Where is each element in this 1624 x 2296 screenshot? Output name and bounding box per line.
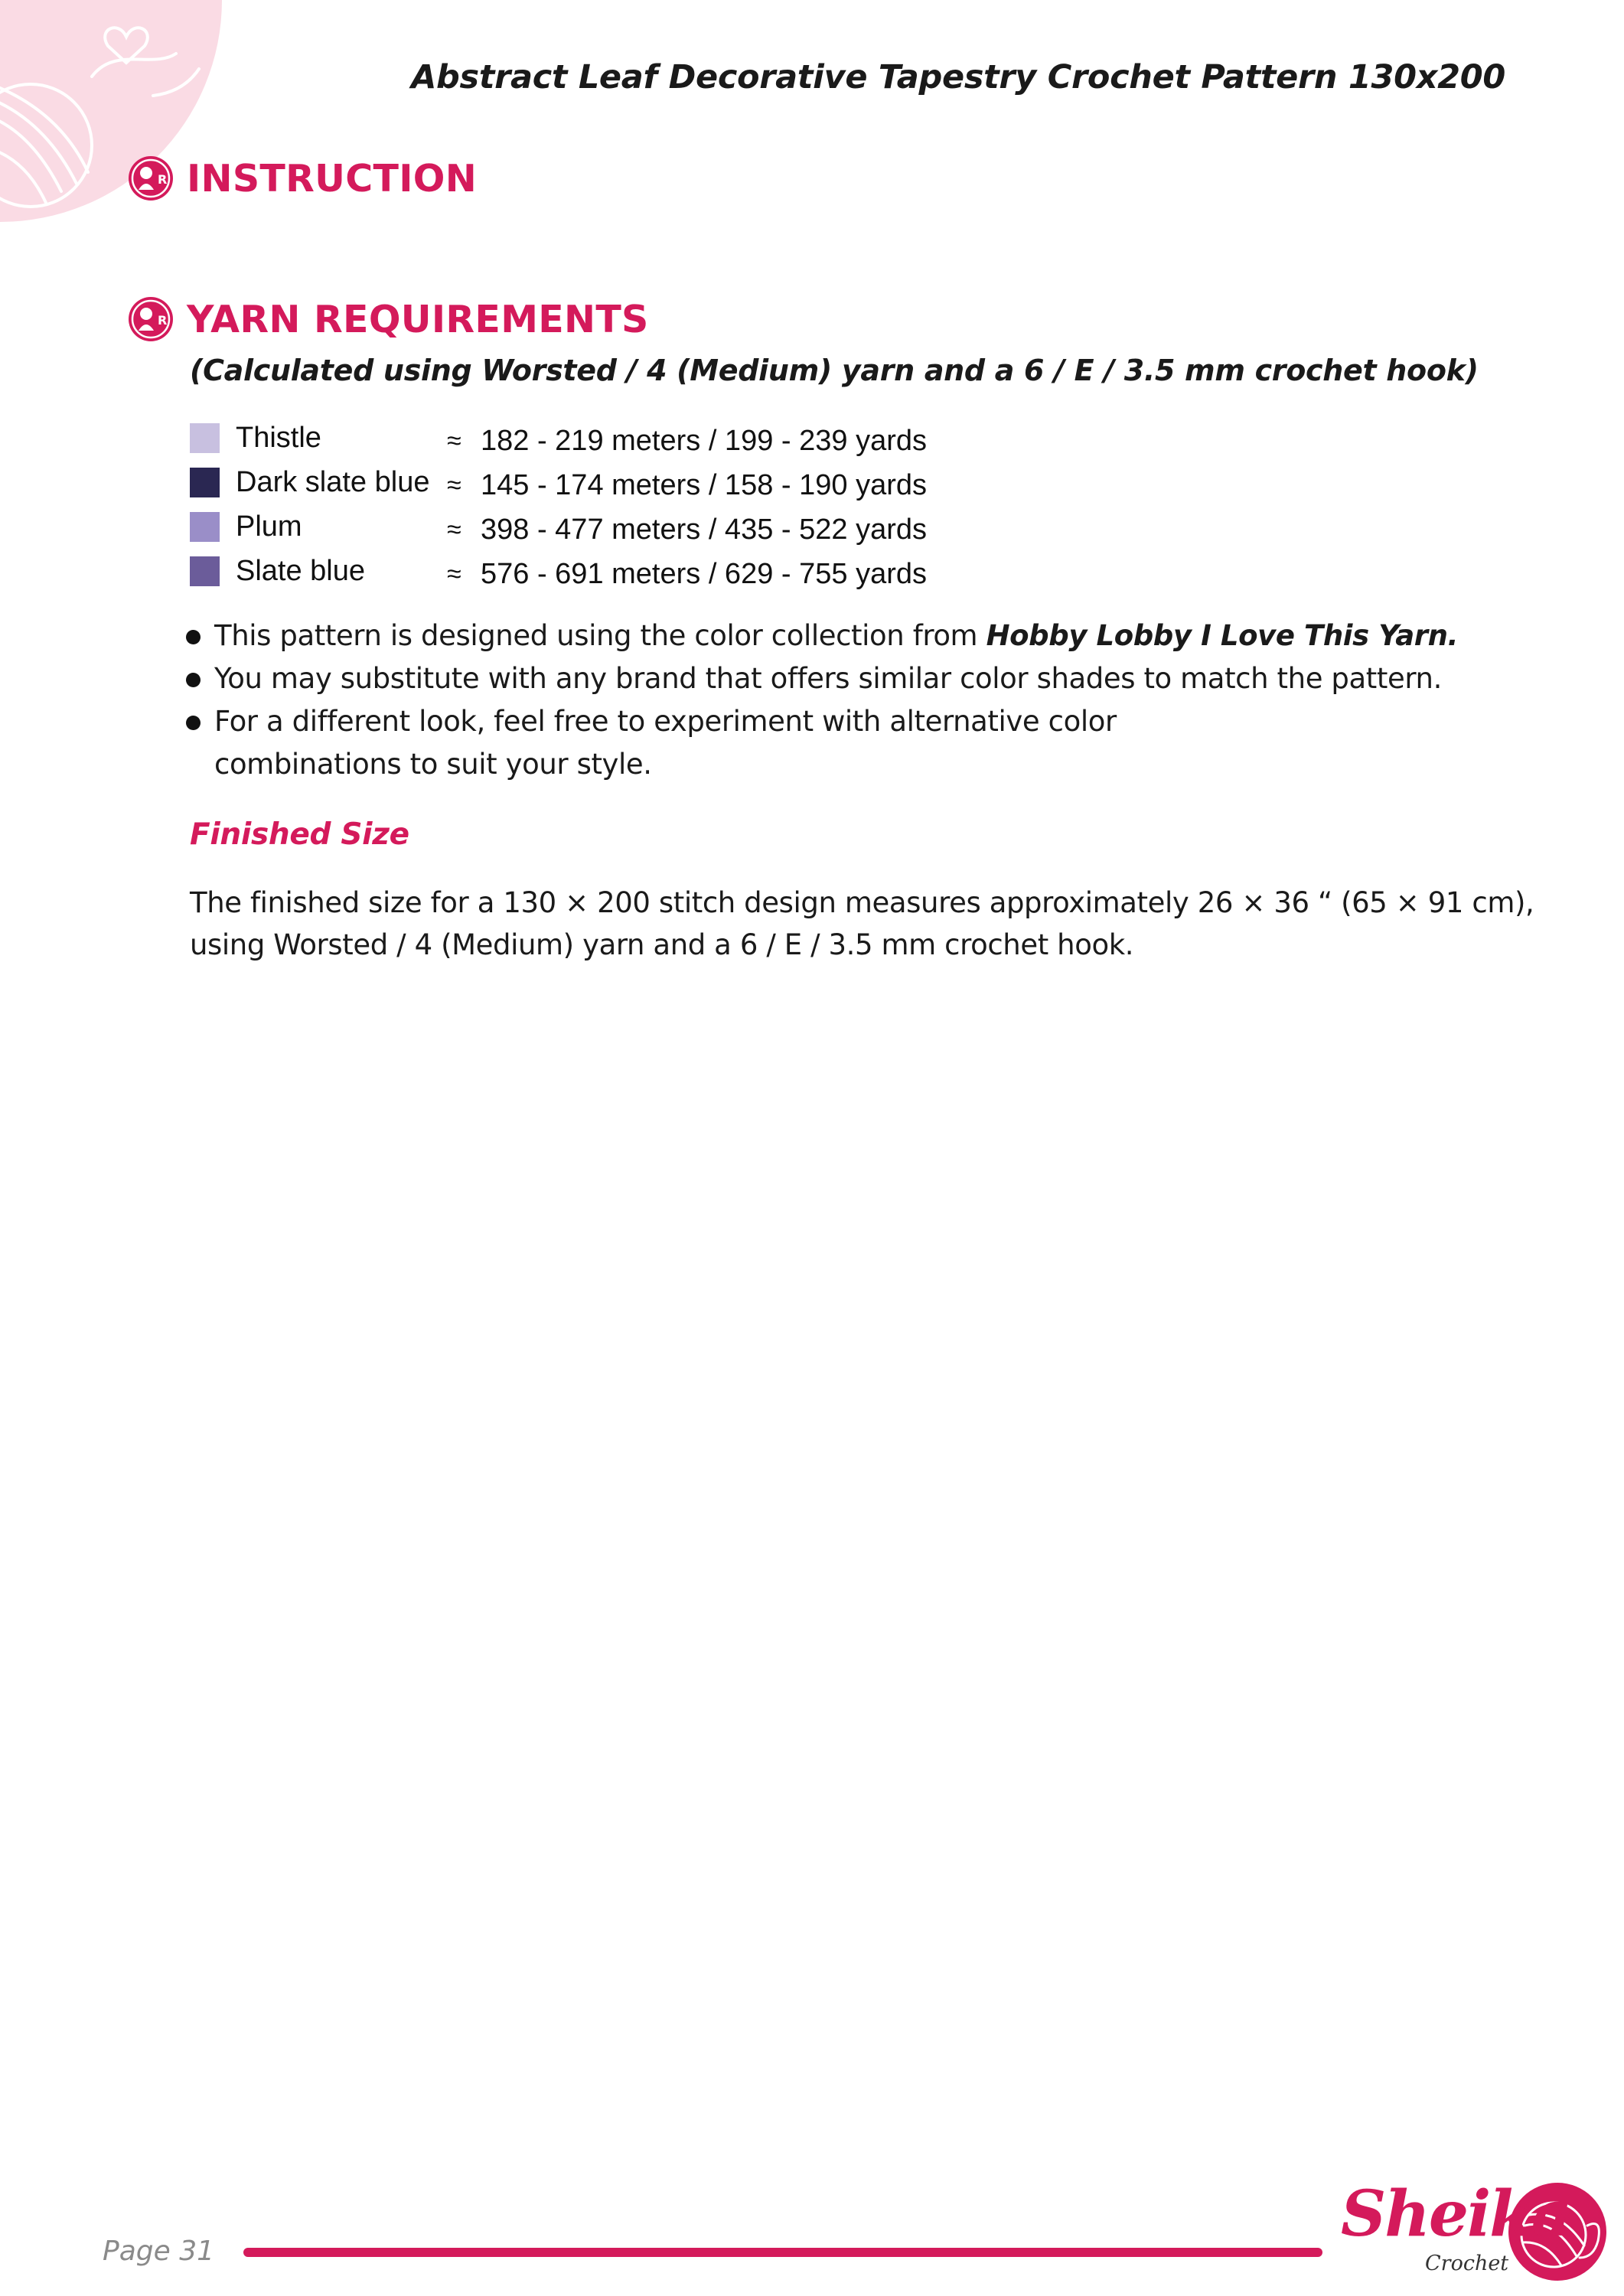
page-header-title: Abstract Leaf Decorative Tapestry Crochet Pattern 130x200: [411, 58, 1505, 96]
finished-size-heading: Finished Size: [190, 817, 409, 852]
yarn-list: [190, 417, 1032, 595]
note-text: You may substitute with any brand that offers similar color shades to match the pattern.: [214, 662, 1442, 695]
approx-symbol: ≈: [447, 559, 461, 589]
notes-list: [184, 615, 1523, 786]
color-swatch: [190, 468, 220, 497]
sheika-badge-icon: [127, 295, 174, 343]
bullet-icon: [186, 716, 201, 730]
yarn-row-slate-blue: [190, 550, 1032, 595]
yarn-name: Slate blue: [236, 555, 366, 587]
finished-size-text: The finished size for a 130 × 200 stitch design measures approximately 26 × 36 “ (65 × 91 cm), using Worsted / 4 (Medium) yarn and a 6 / E / 3.5 mm crochet hook.: [190, 886, 1534, 961]
brand-logo-subtitle: Crochet: [1425, 2252, 1509, 2275]
list-item: [184, 615, 1523, 657]
bullet-icon: [186, 630, 201, 644]
approx-symbol: ≈: [447, 426, 461, 455]
yarn-amount: 576 - 691 meters / 629 - 755 yards: [481, 558, 927, 590]
yarn-row-thistle: [190, 417, 1032, 461]
sheika-badge-icon: [127, 155, 174, 202]
approx-symbol: ≈: [447, 471, 461, 500]
instruction-heading: [127, 155, 477, 202]
bullet-icon: [186, 673, 201, 687]
yarn-amount: 182 - 219 meters / 199 - 239 yards: [481, 425, 927, 457]
list-item: [184, 657, 1523, 700]
yarn-requirements-heading: [127, 295, 649, 343]
brand-logo-name: Sheika: [1341, 2177, 1571, 2251]
color-swatch: [190, 556, 220, 586]
page-number: Page 31: [103, 2236, 215, 2267]
yarn-amount: 398 - 477 meters / 435 - 522 yards: [481, 514, 927, 546]
color-swatch: [190, 423, 220, 453]
list-item: [184, 700, 1309, 786]
yarn-name: Thistle: [236, 422, 321, 454]
approx-symbol: ≈: [447, 515, 461, 544]
color-swatch: [190, 512, 220, 542]
yarn-row-plum: [190, 506, 1032, 550]
note-text: This pattern is designed using the color collection from: [214, 619, 986, 652]
svg-text:R: R: [158, 172, 168, 187]
svg-text:R: R: [158, 313, 168, 328]
footer-divider: [243, 2248, 1322, 2257]
note-emphasis: Hobby Lobby I Love This Yarn.: [986, 619, 1459, 652]
note-text: For a different look, feel free to experiment with alternative color combinations to suit your style.: [214, 705, 1117, 781]
yarn-amount: 145 - 174 meters / 158 - 190 yards: [481, 469, 927, 501]
section-title: INSTRUCTION: [187, 156, 478, 201]
section-title: YARN REQUIREMENTS: [187, 297, 649, 341]
yarn-name: Plum: [236, 510, 302, 543]
yarn-row-dark-slate-blue: [190, 461, 1032, 506]
yarn-calc-subtitle: (Calculated using Worsted / 4 (Medium) yarn and a 6 / E / 3.5 mm crochet hook): [190, 354, 1479, 387]
yarn-name: Dark slate blue: [236, 466, 430, 498]
